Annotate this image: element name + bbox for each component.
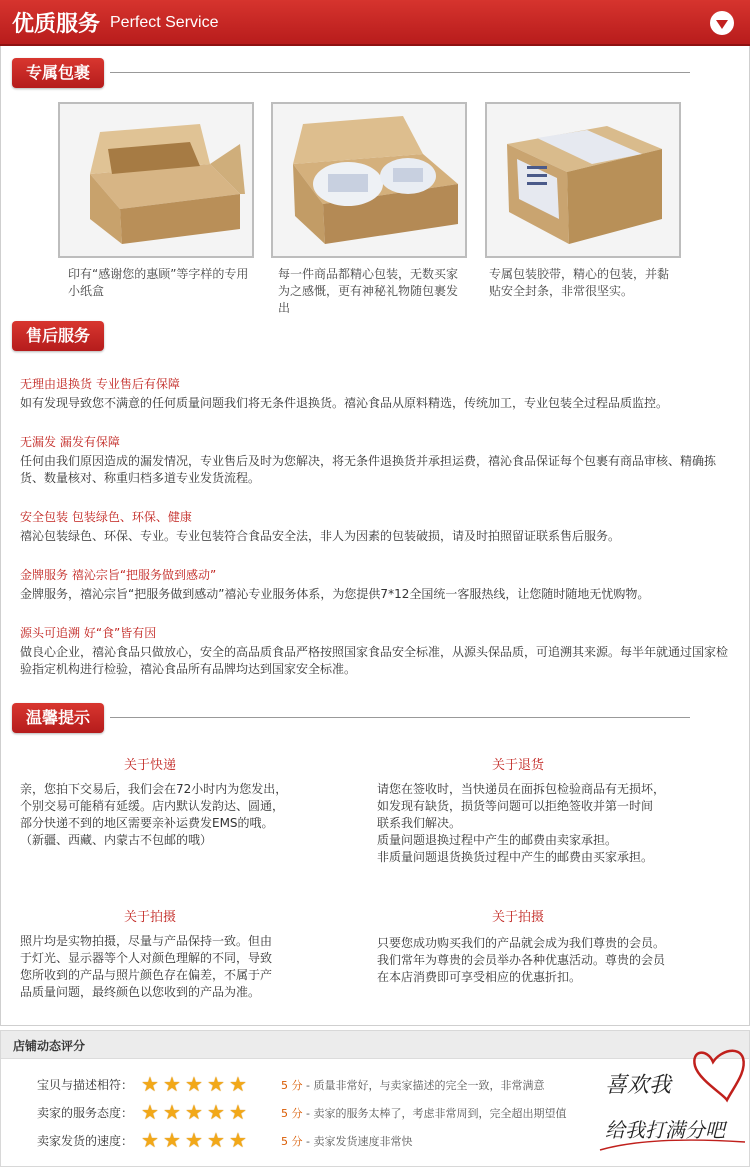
star-icon: ★ xyxy=(229,1128,247,1152)
rating-text: 5 分 - 卖家发货速度非常快 xyxy=(281,1135,413,1148)
rating-row-service xyxy=(1,1101,601,1123)
header-title: 优质服务 xyxy=(12,12,101,37)
divider xyxy=(110,717,690,718)
star-icon: ★ xyxy=(185,1100,203,1124)
handwritten-signature xyxy=(595,1042,750,1162)
tab-packaging: 专属包裹 xyxy=(12,58,104,88)
star-icon: ★ xyxy=(229,1072,247,1096)
tab-tips: 温馨提示 xyxy=(12,703,104,733)
tip-head-express: 关于快递 xyxy=(123,758,176,773)
star-icon: ★ xyxy=(163,1100,181,1124)
star-icon: ★ xyxy=(185,1128,203,1152)
after-sales-title-5: 源头可追溯 好“食”皆有因 xyxy=(20,626,157,640)
after-sales-body-4: 金牌服务，禧沁宗旨“把服务做到感动”禧沁专业服务体系，为您提供7*12全国统一客服热线，让您随时随地无忧购物。 xyxy=(20,587,650,601)
rating-text: 5 分 - 卖家的服务太棒了，考虑非常周到，完全超出期望值 xyxy=(281,1107,567,1120)
after-sales-body-3: 禧沁包装绿色、环保、专业。专业包装符合食品安全法，非人为因素的包装破损，请及时拍照留证联系售后服务。 xyxy=(20,529,621,543)
tip-body-photo: 照片均是实物拍摄，尽量与产品保持一致。但由 于灯光、显示器等个人对颜色理解的不同，导致 您所收到的产品与照片颜色存在偏差，不属于产 品质量问题，最终颜色以您收到的产品为准。 xyxy=(20,934,273,999)
after-sales-body-2: 任何由我们原因造成的漏发情况，专业售后及时为您解决，将无条件退换货并承担运费，禧沁食品保证每个包裹有商品审核、精确拣货、数量核对、称重归档多道专业发货流程。 xyxy=(20,454,717,485)
star-icon: ★ xyxy=(207,1100,225,1124)
after-sales-title-3: 安全包装 包装绿色、环保、健康 xyxy=(20,510,192,524)
star-rating xyxy=(141,1101,251,1123)
photo-empty-box xyxy=(58,102,254,258)
star-icon: ★ xyxy=(207,1128,225,1152)
tip-head-photo: 关于拍摄 xyxy=(123,910,176,925)
signature-line-2: 给我打满分吧 xyxy=(605,1118,725,1142)
star-rating xyxy=(141,1073,251,1095)
star-icon: ★ xyxy=(163,1128,181,1152)
tab-after-sales: 售后服务 xyxy=(12,321,104,351)
after-sales-body-1: 如有发现导致您不满意的任何质量问题我们将无条件退换货。禧沁食品从原料精选，传统加工，专业包装全过程品质监控。 xyxy=(20,396,669,410)
tip-body-express: 亲，您拍下交易后，我们会在72小时内为您发出， 个别交易可能稍有延缓。店内默认发韵达、圆通， 部分快递不到的地区需要亲补运费发EMS的哦。 （新疆、西藏、内蒙古不包邮的哦） xyxy=(20,782,288,847)
star-rating xyxy=(141,1129,251,1151)
after-sales-title-2: 无漏发 漏发有保障 xyxy=(20,435,120,449)
divider xyxy=(110,72,690,73)
tip-body-member: 只要您成功购买我们的产品就会成为我们尊贵的会员。 我们常年为尊贵的会员举办各种优惠活动。尊贵的会员 在本店消费即可享受相应的优惠折扣。 xyxy=(377,936,666,984)
tip-head-member: 关于拍摄 xyxy=(491,910,544,925)
page-header xyxy=(0,0,750,46)
tip-body-return: 请您在签收时，当快递员在面拆包检验商品有无损坏， 如发现有缺货，损货等问题可以拒绝签收并第一时间 联系我们解决。 质量问题退换过程中产生的邮费由卖家承担。 非质量问题退货换货过程中产生的邮费由买家承担。 xyxy=(377,782,666,864)
rating-title: 店铺动态评分 xyxy=(13,1039,86,1053)
after-sales-title-4: 金牌服务 禧沁宗旨“把服务做到感动” xyxy=(20,568,217,582)
caption-2: 每一件商品都精心包装，无数买家为之感慨，更有神秘礼物随包裹发出 xyxy=(278,267,459,315)
rating-label: 卖家的服务态度： xyxy=(36,1106,133,1120)
down-triangle-icon xyxy=(716,20,728,29)
star-icon: ★ xyxy=(163,1072,181,1096)
star-icon: ★ xyxy=(185,1072,203,1096)
rating-label: 卖家发货的速度： xyxy=(36,1134,133,1148)
photo-packed-box xyxy=(271,102,467,258)
rating-row-description xyxy=(1,1073,601,1095)
after-sales-body-5: 做良心企业，禧沁食品只做放心，安全的高品质食品严格按照国家食品安全标准，从源头保品质，可追溯其来源。每半年就通过国家检验指定机构进行检验，禧沁食品所有品牌均达到国家安全标准。 xyxy=(20,645,729,676)
collapse-toggle[interactable] xyxy=(710,11,734,35)
caption-3: 专属包装胶带，精心的包装，并黏贴安全封条，非常很坚实。 xyxy=(489,267,670,298)
after-sales-title-1: 无理由退换货 专业售后有保障 xyxy=(20,377,180,391)
star-icon: ★ xyxy=(141,1128,159,1152)
rating-text: 5 分 - 质量非常好，与卖家描述的完全一致，非常满意 xyxy=(281,1079,545,1092)
header-subtitle: Perfect Service xyxy=(110,14,219,31)
star-icon: ★ xyxy=(141,1100,159,1124)
rating-row-shipping xyxy=(1,1129,601,1151)
star-icon: ★ xyxy=(141,1072,159,1096)
star-icon: ★ xyxy=(229,1100,247,1124)
tip-head-return: 关于退货 xyxy=(491,758,544,773)
signature-line-1: 喜欢我 xyxy=(605,1073,672,1098)
star-icon: ★ xyxy=(207,1072,225,1096)
photo-sealed-box xyxy=(485,102,681,258)
caption-1: 印有“感谢您的惠顾”等字样的专用小纸盒 xyxy=(68,267,249,298)
rating-label: 宝贝与描述相符： xyxy=(36,1078,133,1092)
